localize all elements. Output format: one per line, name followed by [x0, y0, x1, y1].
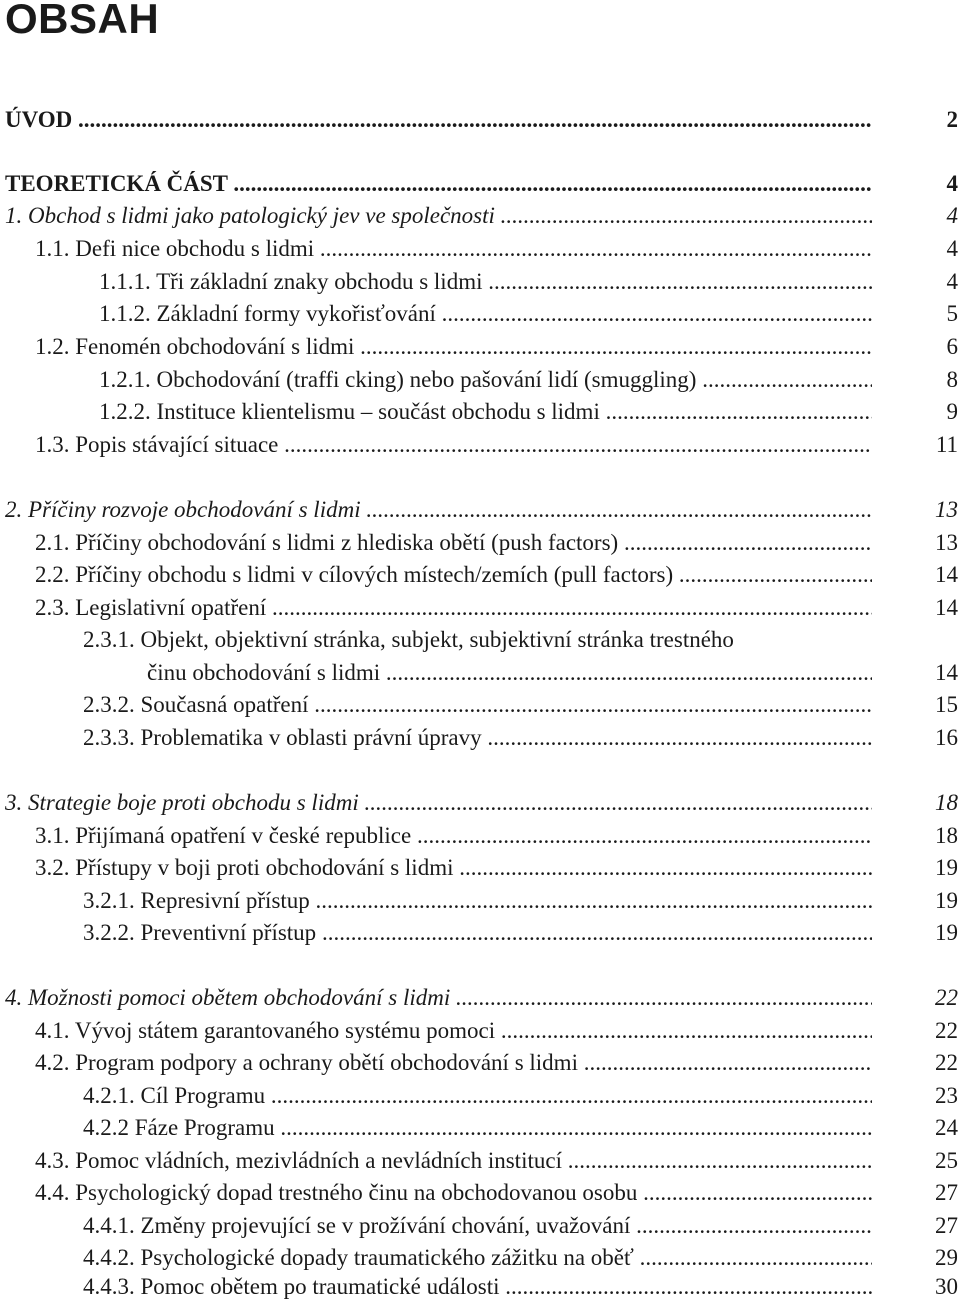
toc-entry-text: 1.2.1. Obchodování (traffi cking) nebo pašování lidí (smuggling): [99, 367, 697, 392]
toc-entry-text: 3. Strategie boje proti obchodu s lidmi: [5, 790, 359, 815]
toc-entry-text: 4.4.3. Pomoc obětem po traumatické události: [83, 1274, 500, 1299]
toc-entry-label: [5, 200, 872, 232]
toc-page-number: 14: [935, 595, 958, 620]
toc-page-number: 25: [935, 1148, 958, 1173]
toc-page-number: 29: [935, 1245, 958, 1270]
toc-entry-3-2-1[interactable]: [0, 885, 960, 917]
toc-page-number: 18: [935, 790, 958, 815]
toc-page-number: 22: [935, 1050, 958, 1075]
toc-entry-text: ÚVOD: [5, 107, 73, 132]
toc-entry-label: [35, 527, 872, 559]
toc-entry-text: 2.3.3. Problematika v oblasti právní úpravy: [83, 725, 482, 750]
toc-entry-text: činu obchodování s lidmi: [147, 660, 381, 685]
toc-page-number: 4: [946, 236, 958, 261]
toc-entry-text: 2. Příčiny rozvoje obchodování s lidmi: [5, 497, 361, 522]
toc-page-number: 14: [935, 562, 958, 587]
toc-page-number: 9: [946, 399, 958, 424]
toc-entry-1-1-2[interactable]: [0, 298, 960, 330]
toc-entry-1-2[interactable]: [0, 331, 960, 363]
toc-entry-label: [5, 787, 872, 819]
toc-page-number: 22: [935, 1018, 958, 1043]
toc-entry-4-2[interactable]: [0, 1047, 960, 1079]
toc-entry-label: [83, 1210, 872, 1242]
toc-entry-text: 4.4.2. Psychologické dopady traumatického zážitku na oběť: [83, 1245, 634, 1270]
toc-entry-label: [83, 722, 872, 754]
toc-entry-2-3-2[interactable]: [0, 689, 960, 721]
toc-entry-text: 1.3. Popis stávající situace: [35, 432, 279, 457]
toc-entry-label: [35, 559, 872, 591]
toc-entry-text: 1.2.2. Instituce klientelismu – součást obchodu s lidmi: [99, 399, 600, 424]
toc-entry-text: 1.1.1. Tři základní znaky obchodu s lidmi: [99, 269, 483, 294]
toc-page-number: 19: [935, 855, 958, 880]
toc-page-number: 16: [935, 725, 958, 750]
toc-entry-4-4-3[interactable]: [0, 1271, 960, 1303]
toc-entry-3-2[interactable]: [0, 852, 960, 884]
toc-entry-chapter-1[interactable]: [0, 200, 960, 232]
toc-entry-label: [35, 1047, 872, 1079]
toc-entry-4-4[interactable]: [0, 1177, 960, 1209]
toc-entry-label: [35, 852, 872, 884]
toc-entry-4-4-2[interactable]: [0, 1242, 960, 1274]
toc-entry-label: [99, 364, 872, 396]
toc-entry-label: [35, 429, 872, 461]
toc-entry-text: 2.3.2. Současná opatření: [83, 692, 309, 717]
toc-entry-text: 2.2. Příčiny obchodu s lidmi v cílových místech/zemích (pull factors): [35, 562, 674, 587]
toc-entry-2-3-1-first-line[interactable]: 2.3.1. Objekt, objektivní stránka, subjekt, subjektivní stránka trestného: [83, 627, 734, 652]
toc-entry-chapter-3[interactable]: [0, 787, 960, 819]
toc-entry-1-1-1[interactable]: [0, 266, 960, 298]
toc-entry-label: [83, 1080, 872, 1112]
toc-entry-teoreticka-cast[interactable]: [0, 168, 960, 200]
toc-entry-uvod[interactable]: [0, 104, 960, 136]
toc-entry-chapter-2[interactable]: [0, 494, 960, 526]
toc-entry-label: [83, 1112, 872, 1144]
toc-entry-text: TEORETICKÁ ČÁST: [5, 171, 228, 196]
toc-entry-text: 2.1. Příčiny obchodování s lidmi z hlediska obětí (push factors): [35, 530, 619, 555]
toc-entry-text: 4.4. Psychologický dopad trestného činu na obchodovanou osobu: [35, 1180, 638, 1205]
toc-page-number: 4: [946, 203, 958, 228]
toc-page-number: 22: [935, 985, 958, 1010]
toc-entry-2-3-3[interactable]: [0, 722, 960, 754]
toc-entry-label: [35, 233, 872, 265]
toc-entry-label: [99, 266, 872, 298]
toc-page-number: 13: [935, 530, 958, 555]
toc-entry-text: 4.2.1. Cíl Programu: [83, 1083, 266, 1108]
toc-page-number: 4: [946, 269, 958, 294]
toc-entry-text: 4. Možnosti pomoci obětem obchodování s lidmi: [5, 985, 451, 1010]
toc-page-number: 4: [946, 171, 958, 196]
toc-entry-label: [35, 592, 872, 624]
toc-entry-4-4-1[interactable]: [0, 1210, 960, 1242]
toc-entry-text: 1.1. Defi nice obchodu s lidmi: [35, 236, 315, 261]
toc-entry-label: [83, 885, 872, 917]
toc-entry-label: [83, 917, 872, 949]
toc-entry-label: [5, 982, 872, 1014]
toc-entry-2-3-1[interactable]: [0, 657, 960, 689]
toc-entry-text: 4.1. Vývoj státem garantovaného systému pomoci: [35, 1018, 496, 1043]
toc-entry-4-3[interactable]: [0, 1145, 960, 1177]
toc-entry-label: [35, 1145, 872, 1177]
toc-page-number: 24: [935, 1115, 958, 1140]
toc-page-number: 18: [935, 823, 958, 848]
toc-entry-3-2-2[interactable]: [0, 917, 960, 949]
toc-page-number: 30: [935, 1274, 958, 1299]
toc-entry-label: [35, 331, 872, 363]
toc-entry-text: 1. Obchod s lidmi jako patologický jev ve společnosti: [5, 203, 495, 228]
toc-entry-label: [99, 298, 872, 330]
toc-entry-label: [83, 689, 872, 721]
toc-page-number: 23: [935, 1083, 958, 1108]
toc-page-number: 27: [935, 1180, 958, 1205]
toc-page-number: 27: [935, 1213, 958, 1238]
toc-entry-text: 4.4.1. Změny projevující se v prožívání chování, uvažování: [83, 1213, 631, 1238]
toc-entry-label: [35, 1177, 872, 1209]
toc-entry-label: [99, 396, 872, 428]
toc-page-number: 15: [935, 692, 958, 717]
toc-entry-label: [5, 494, 872, 526]
toc-entry-text: 3.1. Přijímaná opatření v české republice: [35, 823, 412, 848]
toc-entry-4-1[interactable]: [0, 1015, 960, 1047]
toc-page-number: 14: [935, 660, 958, 685]
toc-entry-1-3[interactable]: [0, 429, 960, 461]
toc-entry-label: [83, 1271, 872, 1303]
toc-page-number: 6: [946, 334, 958, 359]
toc-entry-label: [83, 1242, 872, 1274]
toc-page-number: 11: [935, 432, 958, 457]
toc-entry-1-2-2[interactable]: [0, 396, 960, 428]
toc-entry-text: 4.2. Program podpory a ochrany obětí obchodování s lidmi: [35, 1050, 578, 1075]
page-title: OBSAH: [5, 0, 160, 42]
toc-entry-4-2-1[interactable]: [0, 1080, 960, 1112]
toc-page-number: 8: [946, 367, 958, 392]
toc-entry-2-2[interactable]: [0, 559, 960, 591]
toc-entry-text: 3.2. Přístupy v boji proti obchodování s lidmi: [35, 855, 454, 880]
toc-entry-text: 3.2.1. Represivní přístup: [83, 888, 310, 913]
toc-entry-2-3[interactable]: [0, 592, 960, 624]
toc-entry-label: [147, 657, 872, 689]
toc-entry-2-1[interactable]: [0, 527, 960, 559]
toc-entry-text: 1.2. Fenomén obchodování s lidmi: [35, 334, 355, 359]
toc-entry-text: 4.3. Pomoc vládních, mezivládních a nevládních institucí: [35, 1148, 562, 1173]
toc-entry-label: [5, 168, 872, 200]
toc-entry-label: [5, 104, 872, 136]
toc-entry-label: [35, 820, 872, 852]
toc-page-number: 13: [935, 497, 958, 522]
toc-entry-text: 2.3. Legislativní opatření: [35, 595, 267, 620]
toc-page-number: 19: [935, 920, 958, 945]
toc-entry-text: 1.1.2. Základní formy vykořisťování: [99, 301, 436, 326]
toc-entry-chapter-4[interactable]: [0, 982, 960, 1014]
toc-entry-label: [35, 1015, 872, 1047]
toc-entry-text: 3.2.2. Preventivní přístup: [83, 920, 317, 945]
toc-page-number: 5: [946, 301, 958, 326]
toc-page-number: 19: [935, 888, 958, 913]
toc-page-number: 2: [946, 107, 958, 132]
toc-entry-3-1[interactable]: [0, 820, 960, 852]
toc-entry-1-2-1[interactable]: [0, 364, 960, 396]
toc-entry-1-1[interactable]: [0, 233, 960, 265]
toc-entry-text: 4.2.2 Fáze Programu: [83, 1115, 275, 1140]
toc-entry-4-2-2[interactable]: [0, 1112, 960, 1144]
